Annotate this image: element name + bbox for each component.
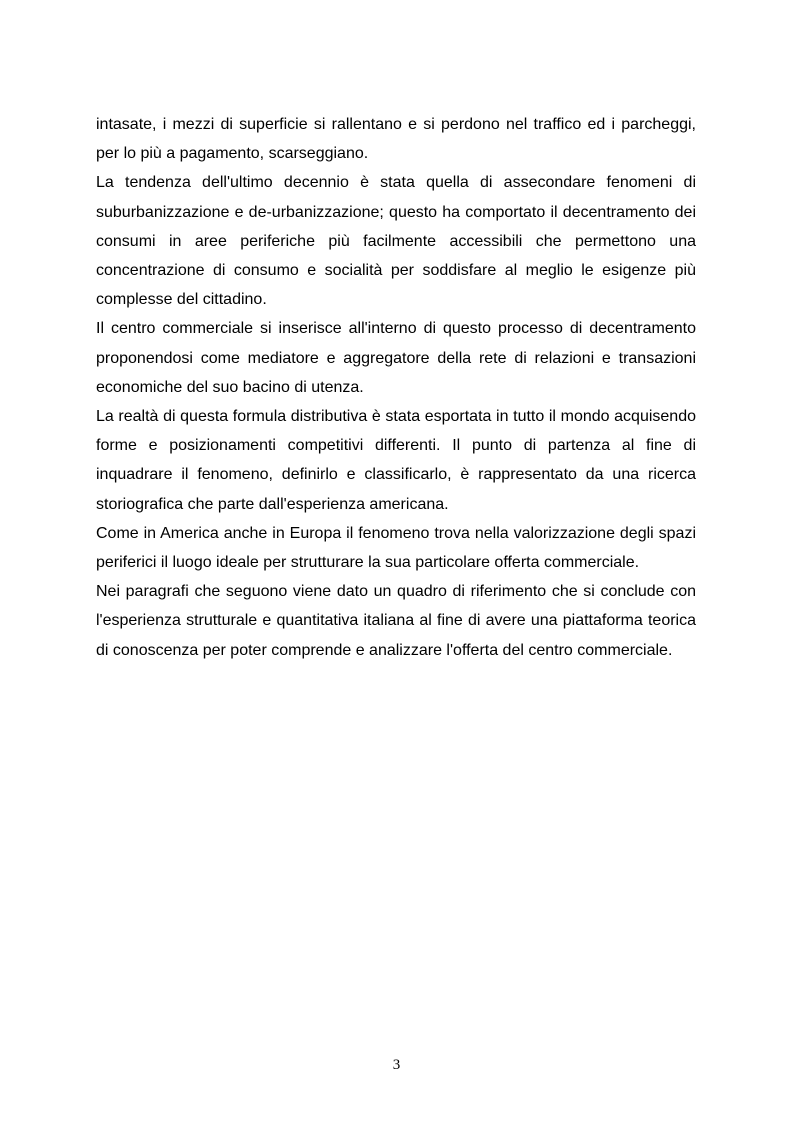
paragraph: intasate, i mezzi di superficie si rallentano e si perdono nel traffico ed i parcheggi, per lo più a pagamento, scarseggiano. — [96, 116, 696, 163]
paragraph: La realtà di questa formula distributiva è stata esportata in tutto il mondo acquisendo forme e posizionamenti competitivi differenti. Il punto di partenza al fine di inquadrare il fenomeno, definirlo e classificarlo, è rappresentato da una ricerca storiografica che parte dall'esperienza americana. — [96, 408, 696, 513]
paragraph: La tendenza dell'ultimo decennio è stata quella di assecondare fenomeni di suburbanizzazione e de-urbanizzazione; questo ha comportato il decentramento dei consumi in aree periferiche più facilmente accessibili che permettono una concentrazione di consumo e socialità per soddisfare al meglio le esigenze più complesse del cittadino. — [96, 174, 696, 309]
body-text — [96, 110, 696, 665]
paragraph: Il centro commerciale si inserisce all'interno di questo processo di decentramento proponendosi come mediatore e aggregatore della rete di relazioni e transazioni economiche del suo bacino di utenza. — [96, 320, 696, 396]
paragraph: Come in America anche in Europa il fenomeno trova nella valorizzazione degli spazi periferici il luogo ideale per strutturare la sua particolare offerta commerciale. — [96, 524, 696, 572]
paragraph: Nei paragrafi che seguono viene dato un quadro di riferimento che si conclude con l'esperienza strutturale e quantitativa italiana al fine di avere una piattaforma teorica di conoscenza per poter comprende e analizzare l'offerta del centro commerciale. — [96, 583, 696, 659]
page-number: 3 — [392, 1057, 401, 1073]
